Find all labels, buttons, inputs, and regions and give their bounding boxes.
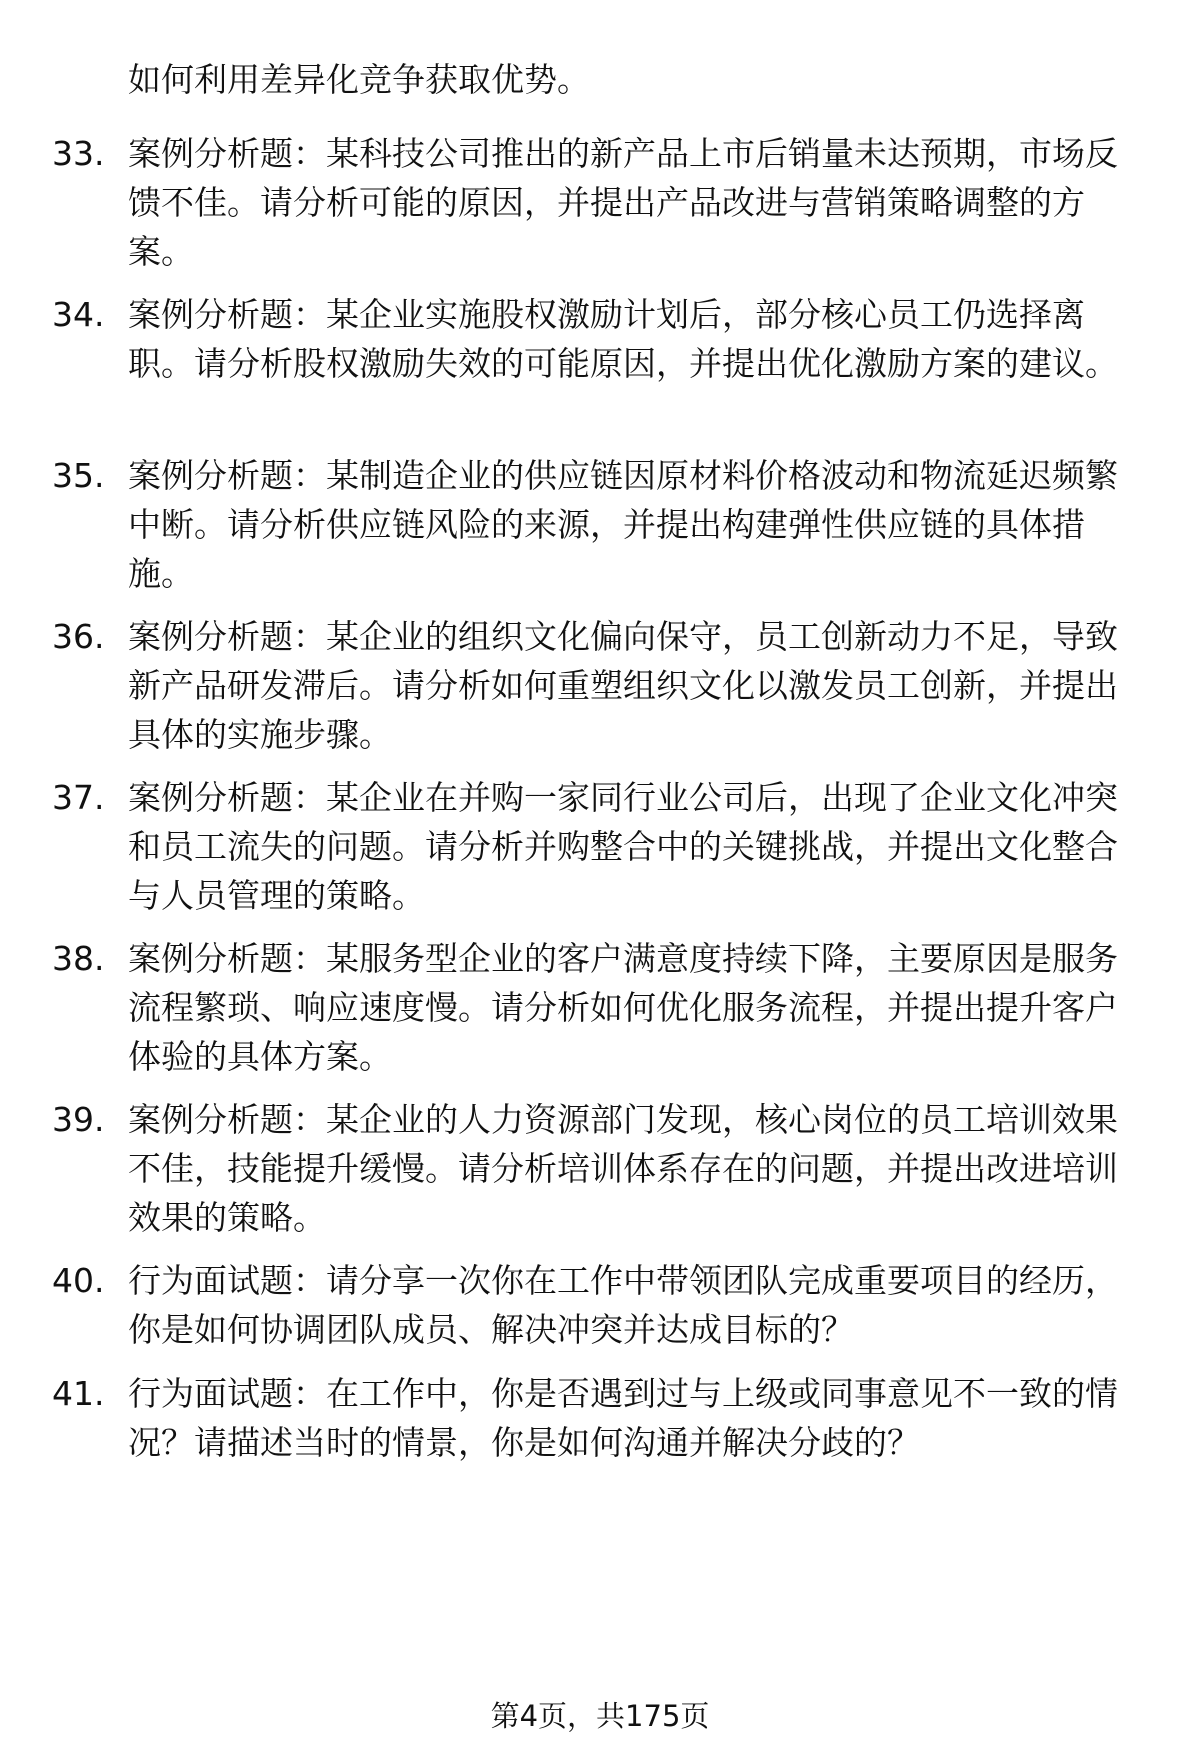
question-number: 35. [52,456,105,495]
question-text: 案例分析题：某企业在并购一家同行业公司后，出现了企业文化冲突和员工流失的问题。请分析并购整合中的关键挑战，并提出文化整合与人员管理的策略。 [128,778,1118,915]
question-number: 40. [52,1261,105,1300]
question-number: 39. [52,1100,105,1139]
question-text: 行为面试题：请分享一次你在工作中带领团队完成重要项目的经历，你是如何协调团队成员、解决冲突并达成目标的？ [128,1261,1118,1349]
question-number: 33. [52,134,105,173]
question-text: 案例分析题：某科技公司推出的新产品上市后销量未达预期，市场反馈不佳。请分析可能的原因，并提出产品改进与营销策略调整的方案。 [128,134,1118,271]
question-number: 36. [52,617,105,656]
question-text: 案例分析题：某企业的人力资源部门发现，核心岗位的员工培训效果不佳，技能提升缓慢。请分析培训体系存在的问题，并提出改进培训效果的策略。 [128,1100,1118,1237]
question-text: 行为面试题：在工作中，你是否遇到过与上级或同事意见不一致的情况？请描述当时的情景，你是如何沟通并解决分歧的？ [128,1374,1118,1462]
question-number: 37. [52,778,105,817]
question-number: 41. [52,1374,105,1413]
question-text: 案例分析题：某企业实施股权激励计划后，部分核心员工仍选择离职。请分析股权激励失效的可能原因，并提出优化激励方案的建议。 [128,295,1118,383]
page-footer: 第4页，共175页 [490,1699,710,1733]
continuation-text: 如何利用差异化竞争获取优势。 [128,60,590,99]
question-number: 38. [52,939,105,978]
question-text: 案例分析题：某企业的组织文化偏向保守，员工创新动力不足，导致新产品研发滞后。请分析如何重塑组织文化以激发员工创新，并提出具体的实施步骤。 [128,617,1118,754]
question-number: 34. [52,295,105,334]
question-text: 案例分析题：某服务型企业的客户满意度持续下降，主要原因是服务流程繁琐、响应速度慢。请分析如何优化服务流程，并提出提升客户体验的具体方案。 [128,939,1118,1076]
question-text: 案例分析题：某制造企业的供应链因原材料价格波动和物流延迟频繁中断。请分析供应链风险的来源，并提出构建弹性供应链的具体措施。 [128,456,1118,593]
